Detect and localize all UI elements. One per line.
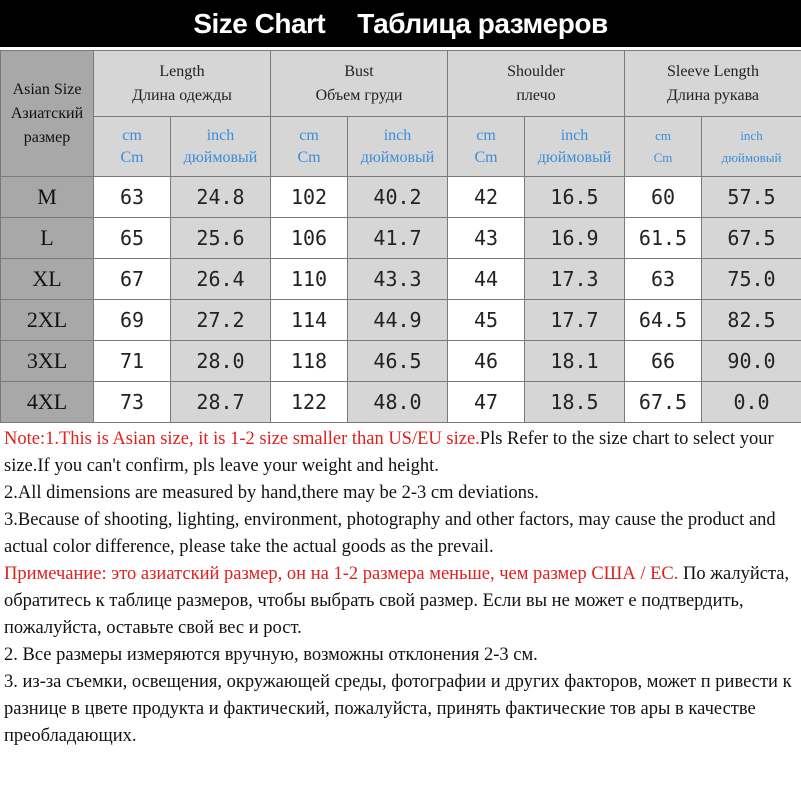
measurement-cell: 28.0 <box>171 341 271 382</box>
measurement-cell: 73 <box>94 382 171 423</box>
note-ru-2: 2. Все размеры измеряются вручную, возможны отклонения 2-3 см. <box>4 645 538 665</box>
group-ru: плечо <box>516 86 556 104</box>
title-en: Size Chart <box>193 7 326 39</box>
note-ru-1-warning: Примечание: это азиатский размер, он на 1-2 размера меньше, чем размер США / ЕС. <box>4 564 679 584</box>
group-header-length <box>94 51 271 117</box>
measurement-cell: 71 <box>94 341 171 382</box>
measurement-cell: 90.0 <box>702 341 801 382</box>
measurement-cell: 67.5 <box>625 382 702 423</box>
measurement-cell: 48.0 <box>348 382 448 423</box>
measurement-cell: 47 <box>448 382 525 423</box>
measurement-cell: 25.6 <box>171 218 271 259</box>
unit-line: cm <box>299 126 319 144</box>
unit-line: inch <box>740 127 763 143</box>
measurement-cell: 63 <box>625 259 702 300</box>
group-header-sleeve <box>625 51 801 117</box>
measurement-cell: 0.0 <box>702 382 801 423</box>
group-ru: Длина одежды <box>132 86 232 104</box>
size-row <box>1 341 801 382</box>
measurement-cell: 114 <box>271 300 348 341</box>
note-en-1 <box>4 426 799 480</box>
group-en: Sleeve Length <box>667 62 759 80</box>
measurement-cell: 106 <box>271 218 348 259</box>
group-en: Shoulder <box>507 62 565 80</box>
size-label: 4XL <box>1 382 94 423</box>
measurement-cell: 24.8 <box>171 177 271 218</box>
measurement-cell: 110 <box>271 259 348 300</box>
group-en: Bust <box>344 62 374 80</box>
group-en: Length <box>159 62 205 80</box>
unit-line: дюймовый <box>721 149 782 165</box>
unit-line: Cm <box>474 148 498 166</box>
measurement-cell: 17.7 <box>525 300 625 341</box>
unit-line: Cm <box>653 149 673 165</box>
measurement-cell: 45 <box>448 300 525 341</box>
measurement-cell: 63 <box>94 177 171 218</box>
measurement-cell: 27.2 <box>171 300 271 341</box>
measurement-cell: 69 <box>94 300 171 341</box>
measurement-cell: 40.2 <box>348 177 448 218</box>
measurement-cell: 57.5 <box>702 177 801 218</box>
size-table <box>0 50 801 423</box>
measurement-cell: 44.9 <box>348 300 448 341</box>
group-ru: Длина рукава <box>667 86 760 104</box>
size-row <box>1 259 801 300</box>
unit-line: inch <box>560 126 589 144</box>
measurement-cell: 26.4 <box>171 259 271 300</box>
group-ru: Объем груди <box>315 86 403 104</box>
measurement-cell: 16.9 <box>525 218 625 259</box>
measurement-cell: 28.7 <box>171 382 271 423</box>
unit-cm <box>94 117 171 177</box>
measurement-cell: 43 <box>448 218 525 259</box>
unit-line: дюймовый <box>183 148 258 166</box>
corner-line: Asian Size <box>12 80 82 98</box>
measurement-cell: 16.5 <box>525 177 625 218</box>
unit-line: cm <box>655 127 671 143</box>
unit-line: inch <box>206 126 235 144</box>
corner-header <box>1 51 94 177</box>
note-ru-3: 3. из-за съемки, освещения, окружающей среды, фотографии и других факторов, может п ривести к разнице в цвете продукта и фактический, пожалуйста, принять фактические тов ары в качестве преобладающих. <box>4 672 792 746</box>
note-en-2: 2.All dimensions are measured by hand,there may be 2-3 cm deviations. <box>4 483 539 503</box>
measurement-cell: 43.3 <box>348 259 448 300</box>
unit-row <box>1 117 801 177</box>
unit-line: Cm <box>297 148 321 166</box>
group-header-bust <box>271 51 448 117</box>
note-en-3: 3.Because of shooting, lighting, environment, photography and other factors, may cause the product and actual color difference, please take the actual goods as the prevail. <box>4 510 776 557</box>
notes <box>4 426 799 750</box>
measurement-cell: 44 <box>448 259 525 300</box>
measurement-cell: 18.1 <box>525 341 625 382</box>
size-label: 2XL <box>1 300 94 341</box>
size-row <box>1 382 801 423</box>
measurement-cell: 67.5 <box>702 218 801 259</box>
title-ru: Таблица размеров <box>357 7 608 39</box>
measurement-cell: 42 <box>448 177 525 218</box>
group-header-shoulder <box>448 51 625 117</box>
title-bar <box>0 0 801 47</box>
note-en-1-text: Pls Refer to the size chart to select your size.If you can't confirm, pls leave your weight and height. <box>4 429 774 476</box>
header-row <box>1 51 801 117</box>
size-row <box>1 218 801 259</box>
measurement-cell: 41.7 <box>348 218 448 259</box>
measurement-cell: 65 <box>94 218 171 259</box>
measurement-cell: 18.5 <box>525 382 625 423</box>
note-en-1-warning: Note:1.This is Asian size, it is 1-2 size smaller than US/EU size. <box>4 429 480 449</box>
corner-line: размер <box>23 128 71 146</box>
measurement-cell: 75.0 <box>702 259 801 300</box>
unit-line: cm <box>122 126 142 144</box>
size-label: XL <box>1 259 94 300</box>
unit-inch <box>702 117 801 177</box>
unit-line: дюймовый <box>537 148 612 166</box>
measurement-cell: 67 <box>94 259 171 300</box>
measurement-cell: 46 <box>448 341 525 382</box>
note-ru-1 <box>4 561 799 642</box>
measurement-cell: 61.5 <box>625 218 702 259</box>
measurement-cell: 82.5 <box>702 300 801 341</box>
unit-line: cm <box>476 126 496 144</box>
measurement-cell: 122 <box>271 382 348 423</box>
size-row <box>1 300 801 341</box>
measurement-cell: 60 <box>625 177 702 218</box>
measurement-cell: 118 <box>271 341 348 382</box>
unit-cm <box>271 117 348 177</box>
unit-inch <box>171 117 271 177</box>
corner-line: Азиатский <box>10 104 84 122</box>
measurement-cell: 64.5 <box>625 300 702 341</box>
unit-cm <box>625 117 702 177</box>
measurement-cell: 66 <box>625 341 702 382</box>
unit-inch <box>525 117 625 177</box>
unit-inch <box>348 117 448 177</box>
measurement-cell: 102 <box>271 177 348 218</box>
unit-line: inch <box>383 126 412 144</box>
size-label: M <box>1 177 94 218</box>
size-label: 3XL <box>1 341 94 382</box>
unit-line: дюймовый <box>360 148 435 166</box>
note-ru-1-text: По жалуйста, обратитесь к таблице размеров, чтобы выбрать свой размер. Если вы не может е подтвердить, пожалуйста, оставьте свой вес и рост. <box>4 564 790 638</box>
size-row <box>1 177 801 218</box>
size-label: L <box>1 218 94 259</box>
unit-cm <box>448 117 525 177</box>
unit-line: Cm <box>120 148 144 166</box>
measurement-cell: 17.3 <box>525 259 625 300</box>
measurement-cell: 46.5 <box>348 341 448 382</box>
